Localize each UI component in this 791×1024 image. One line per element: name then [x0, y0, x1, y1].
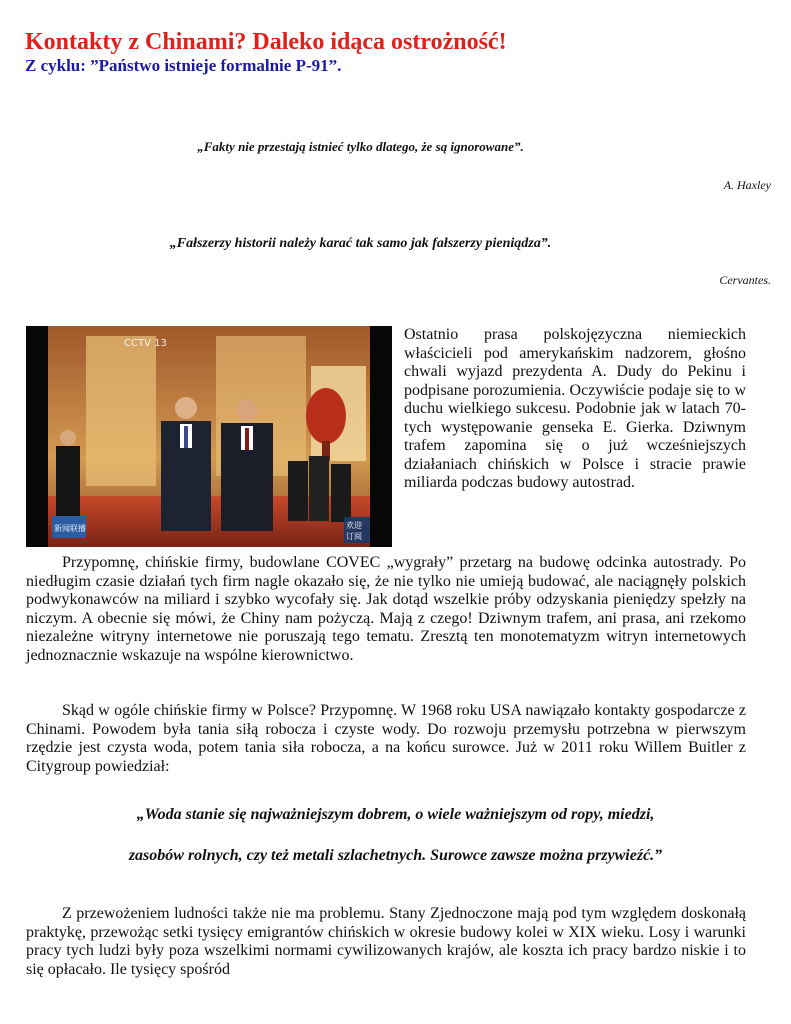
article-title: Kontakty z Chinami? Daleko idąca ostrożność!	[25, 29, 507, 55]
body-paragraph-3: Z przewożeniem ludności także nie ma problemu. Stany Zjednoczone mają pod tym względem doskonałą praktykę, przewożąc setki tysięcy emigrantów chińskich w okresie budowy kolei w XIX wieku. Losy i warunki pracy tych ludzi były poza wszelkimi normami cywilizowanych krajów, ale koszta ich pracy bardzo niskie i to się opłacało. Ile tysięcy spośród	[26, 905, 746, 978]
article-subtitle: Z cyklu: ”Państwo istnieje formalnie P-91”.	[25, 56, 342, 75]
buitler-quote-line-2: zasobów rolnych, czy też metali szlachetnych. Surowce zawsze można przywieźć.”	[128, 847, 663, 864]
buitler-quote-line-1: „Woda stanie się najważniejszym dobrem, o wiele ważniejszym od ropy, miedzi,	[136, 806, 655, 823]
epigraph-quote-2: „Fałszerzy historii należy karać tak samo jak fałszerzy pieniądza”.	[169, 236, 552, 251]
subscribe-overlay-2: 订阅	[346, 532, 362, 541]
epigraph-quote-1: „Fakty nie przestają istnieć tylko dlatego, że są ignorowane”.	[197, 139, 524, 154]
epigraph-author-1: A. Haxley	[723, 178, 771, 192]
subscribe-overlay-1: 欢迎	[346, 521, 362, 530]
program-logo-overlay: 新闻联播	[54, 524, 86, 533]
news-photo-image	[26, 326, 392, 547]
body-paragraph-2: Skąd w ogóle chińskie firmy w Polsce? Przypomnę. W 1968 roku USA nawiązało kontakty gospodarcze z Chinami. Powodem była tania siłą robocza i czyste wody. Do rozwoju przemysłu potrzebna w pierwszym rzędzie jest czysta woda, potem tania siła robocza, a na końcu surowce. Już w 2011 roku Willem Buitler z Citygroup powiedział:	[26, 702, 746, 775]
epigraph-author-2: Cervantes.	[719, 273, 771, 287]
body-paragraph-1: Przypomnę, chińskie firmy, budowlane COVEC „wygrały” przetarg na budowę odcinka autostrady. Po niedługim czasie działań tych firm nagle okazało się, że nie tylko nie umieją budować, ale naciągnęły polskich podwykonawców na miliard i szybko wycofały się. Jak dotąd wszelkie próby odzyskania pieniędzy spełzły na niczym. A obecnie się mówi, że Chiny nam pożyczą. Mają z czego! Dziwnym trafem, ani prasa, ani rzekomo niezależne witryny internetowe nie poruszają tego tematu. Zresztą ten monotematyzm witryn internetowych jednoznacznie wskazuje na wspólne kierownictwo.	[26, 554, 746, 664]
tv-logo-overlay: CCTV 13	[124, 338, 167, 349]
intro-paragraph: Ostatnio prasa polskojęzyczna niemieckich właścicieli pod amerykańskim nadzorem, głośno chwali wyjazd prezydenta A. Dudy do Pekinu i podpisane porozumienia. Oczywiście podaje się to w duchu wielkiego sukcesu. Podobnie jak w latach 70-tych występowanie genseka E. Gierka. Dziwnym trafem zapomina się o już wcześniejszych działaniach chińskich w Polsce i stracie prawie miliarda podczas budowy autostrad.	[404, 326, 746, 491]
news-photo	[26, 326, 392, 547]
article-header	[25, 28, 746, 76]
